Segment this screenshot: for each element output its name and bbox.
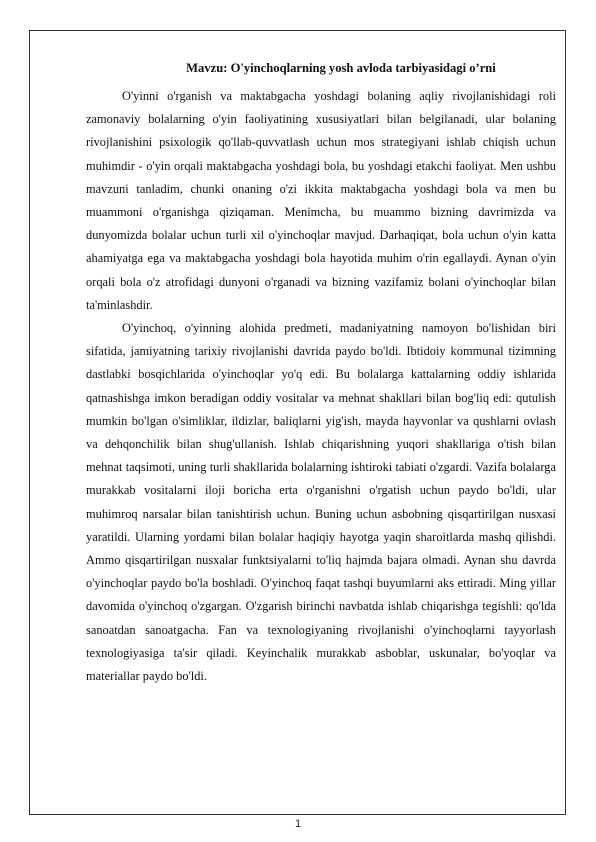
page-number: 1 bbox=[294, 818, 302, 830]
document-body bbox=[86, 58, 556, 688]
paragraph-1: O'yinni o'rganish va maktabgacha yoshdagi bolaning aqliy rivojlanishidagi roli zamonaviy bolalarning o'yin faoliyatining xususiyatlari bilan belgilanadi, ular bolaning rivojlanishini psixologik qo'llab-quvvatlash uchun mos strategiyani ishlab chiqish uchun muhimdir - o'yin orqali maktabgacha yoshdagi bola, bu yoshdagi etakchi faoliyat. Men ushbu mavzuni tanladim, chunki onaning o'zi ikkita maktabgacha yoshdagi bola va men bu muammoni o'rganishga qiziqaman. Menimcha, bu muammo bizning davrimizda va dunyomizda bolalar uchun turli xil o'yinchoqlar mavjud. Darhaqiqat, bola uchun o'yin katta ahamiyatga ega va maktabgacha yoshdagi bola hayotida muhim o'rin egallaydi. Aynan o'yin orqali bola o'z atrofidagi dunyoni o'rganadi va bizning vazifamiz bolani o'yinchoqlar bilan ta'minlashdir. bbox=[86, 89, 556, 312]
document-title: Mavzu: O'yinchoqlarning yosh avloda tarbiyasidagi o’rni bbox=[186, 61, 496, 75]
paragraph-2: O'yinchoq, o'yinning alohida predmeti, madaniyatning namoyon bo'lishidan biri sifatida, jamiyatning tarixiy rivojlanishi davrida paydo bo'ldi. Ibtidoiy kommunal tizimning dastlabki bosqichlarida o'yinchoqlar yo'q edi. Bu bolalarga kattalarning oddiy ishlarida qatnashishga imkon beradigan oddiy vositalar va mehnat shakllari bilan bog'liq edi: qutulish mumkin bo'lgan o'simliklar, ildizlar, baliqlarni yig'ish, mayda hayvonlar va qushlarni ovlash va dehqonchilik bilan shug'ullanish. Ishlab chiqarishning yuqori shakllariga o'tish bilan mehnat taqsimoti, uning turli shakllarida bolalarning ishtiroki tabiati o'zgardi. Vazifa bolalarga murakkab vositalarni iloji boricha erta o'rganishni o'rgatish uchun paydo bo'ldi, ular muhimroq narsalar bilan tanishtirish uchun. Buning uchun asbobning qisqartirilgan nusxasi yaratildi. Ularning yordami bilan bolalar haqiqiy hayotga yaqin sharoitlarda mashq qilishdi. Ammo qisqartirilgan nusxalar funktsiyalarni to'liq hajmda bajara olmadi. Aynan shu davrda o'yinchoqlar paydo bo'la boshladi. O'yinchoq faqat tashqi buyumlarni aks ettiradi. Ming yillar davomida o'yinchoq o'zgargan. O'zgarish birinchi navbatda ishlab chiqarishga tegishli: qo'lda sanoatdan sanoatgacha. Fan va texnologiyaning rivojlanishi o'yinchoqlarni tayyorlash texnologiyasiga ta'sir qiladi. Keyinchalik murakkab asboblar, uskunalar, bo'yoqlar va materiallar paydo bo'ldi. bbox=[86, 321, 556, 684]
